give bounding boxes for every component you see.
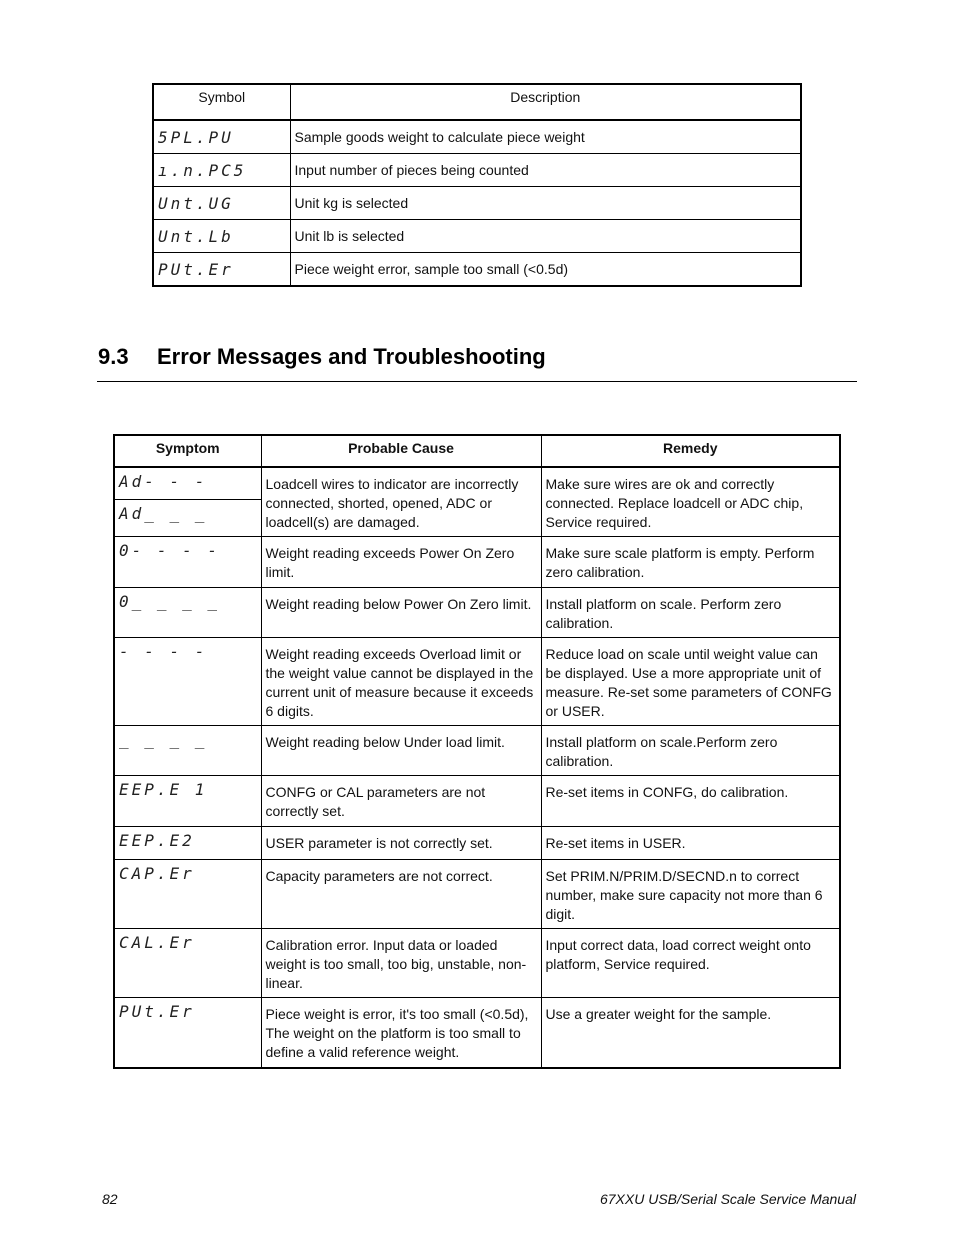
table-row (153, 253, 801, 287)
table-row (153, 187, 801, 220)
section-number: 9.3 (98, 344, 129, 369)
section-divider (97, 381, 857, 382)
table-row (114, 537, 840, 588)
symptom-cell: PUt.Er (114, 998, 261, 1068)
table-row (114, 860, 840, 929)
description-cell: Piece weight error, sample too small (<0.5d) (290, 253, 801, 287)
symptom-cell: Ad- - - (114, 467, 261, 500)
page-number: 82 (102, 1191, 118, 1207)
remedy-cell: Reduce load on scale until weight value can be displayed. Use a more appropriate unit of measure. Re-set some parameters of CONFG or USER. (541, 638, 840, 726)
cause-cell: Weight reading exceeds Power On Zero limit. (261, 537, 541, 588)
symbol-cell: Unt.Lb (153, 220, 290, 253)
symptom-cell: 0_ _ _ _ (114, 588, 261, 638)
symptom-cell: - - - - (114, 638, 261, 726)
section-heading (98, 344, 546, 370)
cause-cell: Loadcell wires to indicator are incorrectly connected, shorted, opened, ADC or loadcell(s) are damaged. (261, 467, 541, 537)
symptom-cell: EEP.E 1 (114, 776, 261, 827)
table-row (114, 726, 840, 776)
symbol-cell: 5PL.PU (153, 120, 290, 154)
manual-title: 67XXU USB/Serial Scale Service Manual (599, 1191, 856, 1207)
symbol-cell: Unt.UG (153, 187, 290, 220)
cause-cell: Weight reading below Power On Zero limit. (261, 588, 541, 638)
remedy-cell: Make sure scale platform is empty. Perform zero calibration. (541, 537, 840, 588)
header-symbol: Symbol (153, 84, 290, 120)
symptom-cell: EEP.E2 (114, 827, 261, 860)
description-cell: Unit kg is selected (290, 187, 801, 220)
symptom-cell: CAL.Er (114, 929, 261, 998)
symptom-cell: 0- - - - (114, 537, 261, 588)
table-row (114, 827, 840, 860)
remedy-cell: Input correct data, load correct weight onto platform, Service required. (541, 929, 840, 998)
symptom-cell: CAP.Er (114, 860, 261, 929)
cause-cell: CONFG or CAL parameters are not correctly set. (261, 776, 541, 827)
remedy-cell: Install platform on scale. Perform zero calibration. (541, 588, 840, 638)
table-row (114, 998, 840, 1068)
symbol-cell: ı.n.PC5 (153, 154, 290, 187)
symptom-cell: _ _ _ _ (114, 726, 261, 776)
table-row (114, 638, 840, 726)
remedy-cell: Re-set items in CONFG, do calibration. (541, 776, 840, 827)
cause-cell: Weight reading exceeds Overload limit or the weight value cannot be displayed in the current unit of measure because it exceeds 6 digits. (261, 638, 541, 726)
table-row (114, 467, 840, 500)
remedy-cell: Install platform on scale.Perform zero calibration. (541, 726, 840, 776)
description-cell: Unit lb is selected (290, 220, 801, 253)
cause-cell: Piece weight is error, it's too small (<0.5d), The weight on the platform is too small to define a valid reference weight. (261, 998, 541, 1068)
table-row (114, 929, 840, 998)
symptom-cell: Ad_ _ _ (114, 500, 261, 537)
remedy-cell: Use a greater weight for the sample. (541, 998, 840, 1068)
section-title: Error Messages and Troubleshooting (157, 344, 546, 369)
header-symptom: Symptom (114, 435, 261, 467)
remedy-cell: Make sure wires are ok and correctly connected. Replace loadcell or ADC chip, Service required. (541, 467, 840, 537)
table-row (114, 588, 840, 638)
cause-cell: Weight reading below Under load limit. (261, 726, 541, 776)
cause-cell: USER parameter is not correctly set. (261, 827, 541, 860)
description-cell: Sample goods weight to calculate piece weight (290, 120, 801, 154)
error-table (113, 434, 841, 1069)
header-remedy: Remedy (541, 435, 840, 467)
symbol-table (152, 83, 802, 287)
header-probable-cause: Probable Cause (261, 435, 541, 467)
description-cell: Input number of pieces being counted (290, 154, 801, 187)
table-row (114, 776, 840, 827)
cause-cell: Capacity parameters are not correct. (261, 860, 541, 929)
table-header-row (114, 435, 840, 467)
table-row (153, 120, 801, 154)
remedy-cell: Re-set items in USER. (541, 827, 840, 860)
remedy-cell: Set PRIM.N/PRIM.D/SECND.n to correct number, make sure capacity not more than 6 digit. (541, 860, 840, 929)
table-row (153, 154, 801, 187)
table-header-row (153, 84, 801, 120)
cause-cell: Calibration error. Input data or loaded weight is too small, too big, unstable, non-linear. (261, 929, 541, 998)
header-description: Description (290, 84, 801, 120)
symbol-cell: PUt.Er (153, 253, 290, 287)
table-row (153, 220, 801, 253)
